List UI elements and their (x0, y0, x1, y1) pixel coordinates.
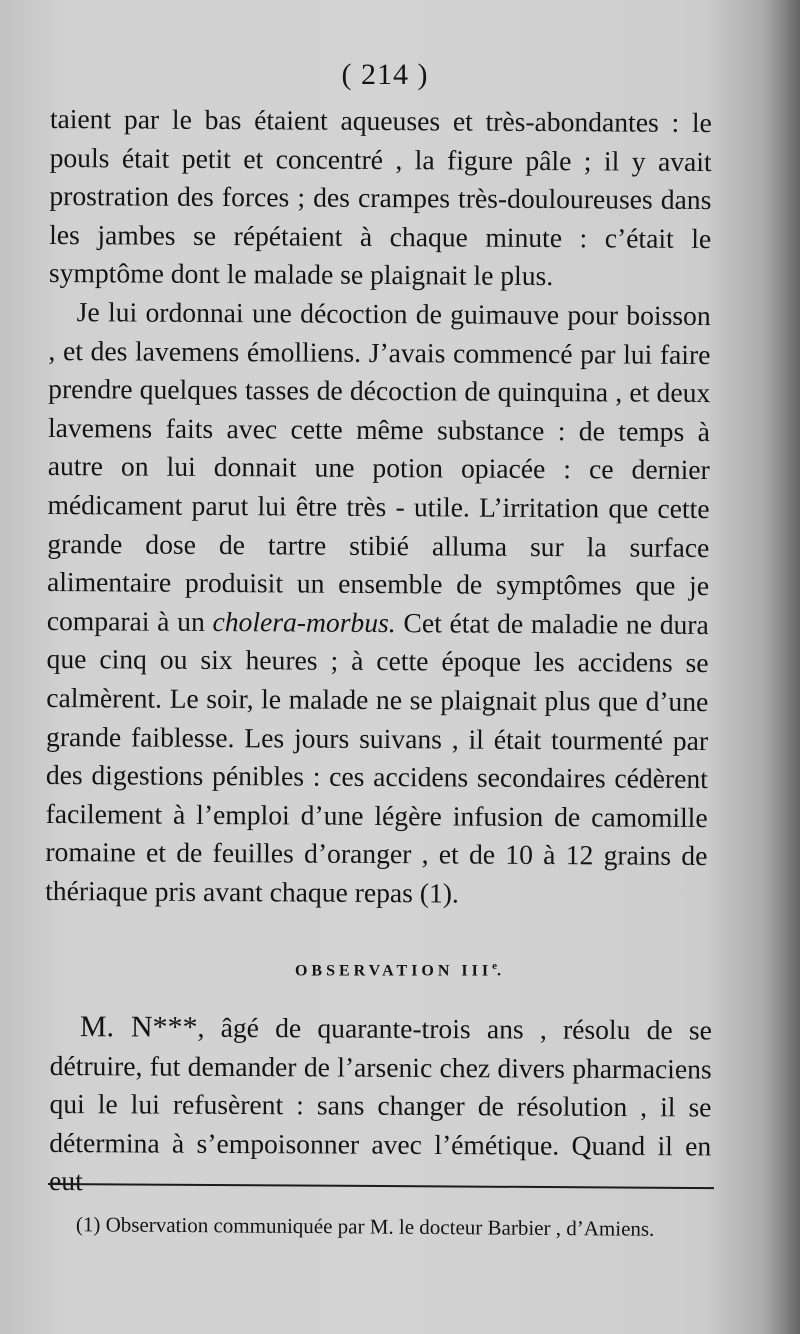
section-heading-superscript: e (492, 960, 497, 972)
paragraph-treatment-end: Cet état de maladie ne dura que cinq ou six heures ; à cette époque les accidens se calmèrent. Le soir, le malade ne se plaignait plus que d’une grande faiblesse. Les jours suivans , il était tourmenté par des digestions pénibles : ces accidens secondaires cédèrent facilement à l’emploi d’une légère infusion de camomille romaine et de feuilles d’oranger , et de 10 à 12 grains de thériaque pris avant chaque repas (1). (45, 606, 709, 909)
paragraph-treatment-text: Je lui ordonnai une décoction de guimauve pour boisson , et des lavemens émolliens. J’avais commencé par lui faire prendre quelques tasses de décoction de quinquina , et deux lavemens faits avec cette même substance : de temps à autre on lui donnait une potion opiacée : ce dernier médicament parut lui être très - utile. L’irritation que cette grande dose de tartre stibié alluma sur la surface alimentaire produisit un ensemble de symptômes que je comparai à un (46, 296, 711, 637)
footnote: (1) Observation communiquée par M. le docteur Barbier , d’Amiens. (75, 1212, 655, 1241)
page-edge-shadow (762, 0, 800, 1334)
main-text-block (45, 100, 712, 914)
section-heading (0, 960, 800, 980)
patient-name: M. N*** (79, 1010, 198, 1044)
observation-text: , âgé de quarante-trois ans , résolu de se détruire, fut demander de l’arsenic chez divers pharmaciens qui le lui refusèrent : sans changer de résolution , il se détermina à s’empoisonner avec l’émétique. Quand il en eut (49, 1011, 712, 1197)
paragraph-treatment (45, 293, 711, 915)
section-heading-period: . (497, 962, 505, 980)
page-number: ( 214 ) (341, 58, 429, 91)
observation-paragraph (49, 1008, 712, 1204)
section-heading-text: OBSERVATION III (294, 962, 493, 980)
italic-term: cholera-morbus. (212, 605, 396, 638)
paragraph-continuation: taient par le bas étaient aqueuses et très-abondantes : le pouls était petit et concentré , la figure pâle ; il y avait prostration des forces ; des crampes très-douloureuses dans les jambes se répétaient à chaque minute : c’était le symptôme dont le malade se plaignait le plus. (48, 102, 712, 292)
